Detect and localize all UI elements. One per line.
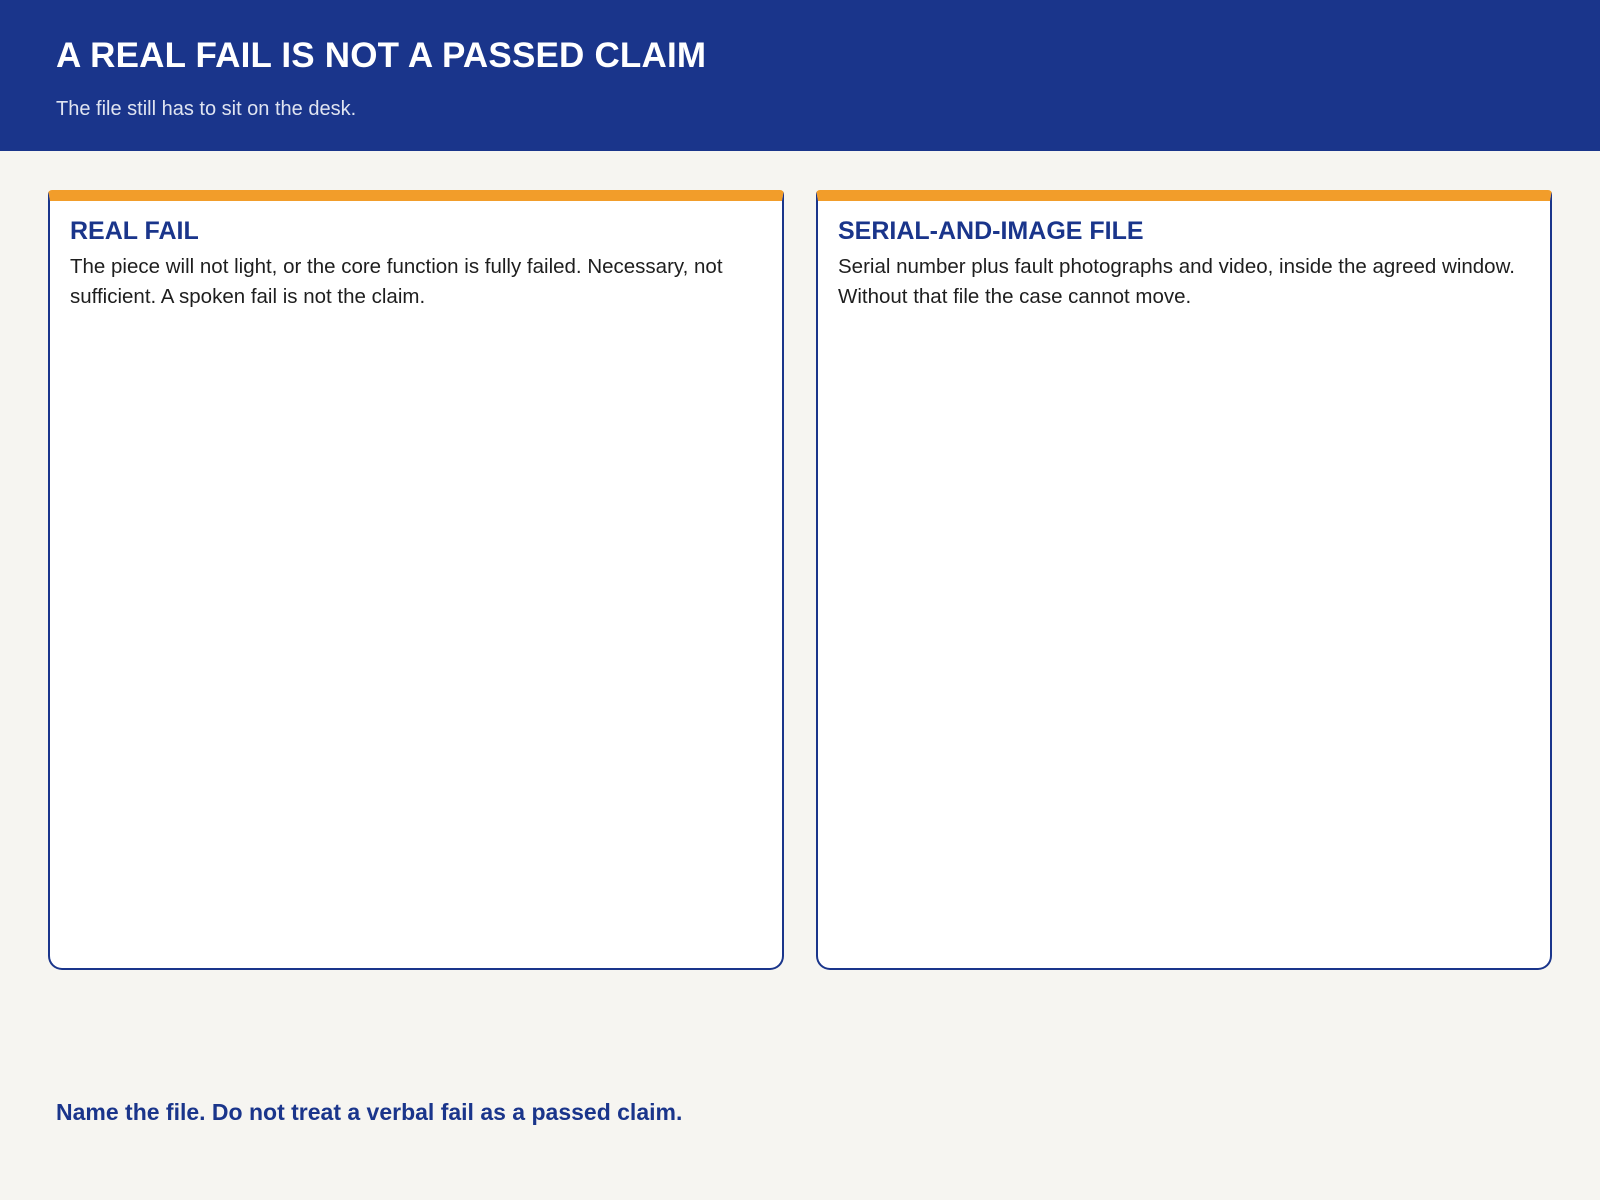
page-subtitle: The file still has to sit on the desk.: [56, 98, 357, 120]
header-banner: [0, 0, 1600, 151]
footer-note: Name the file. Do not treat a verbal fail as a passed claim.: [56, 1099, 683, 1125]
card-title: SERIAL-AND-IMAGE FILE: [838, 217, 1144, 245]
page-title: A REAL FAIL IS NOT A PASSED CLAIM: [56, 36, 707, 75]
card-body-text: The piece will not light, or the core function is fully failed. Necessary, not sufficient. A spoken fail is not the claim.: [70, 255, 723, 308]
card-body-text: Serial number plus fault photographs and video, inside the agreed window. Without that file the case cannot move.: [838, 255, 1515, 308]
card-serial-and-image-file: [816, 190, 1552, 970]
card-real-fail: [48, 190, 784, 970]
card-title: REAL FAIL: [70, 217, 199, 245]
